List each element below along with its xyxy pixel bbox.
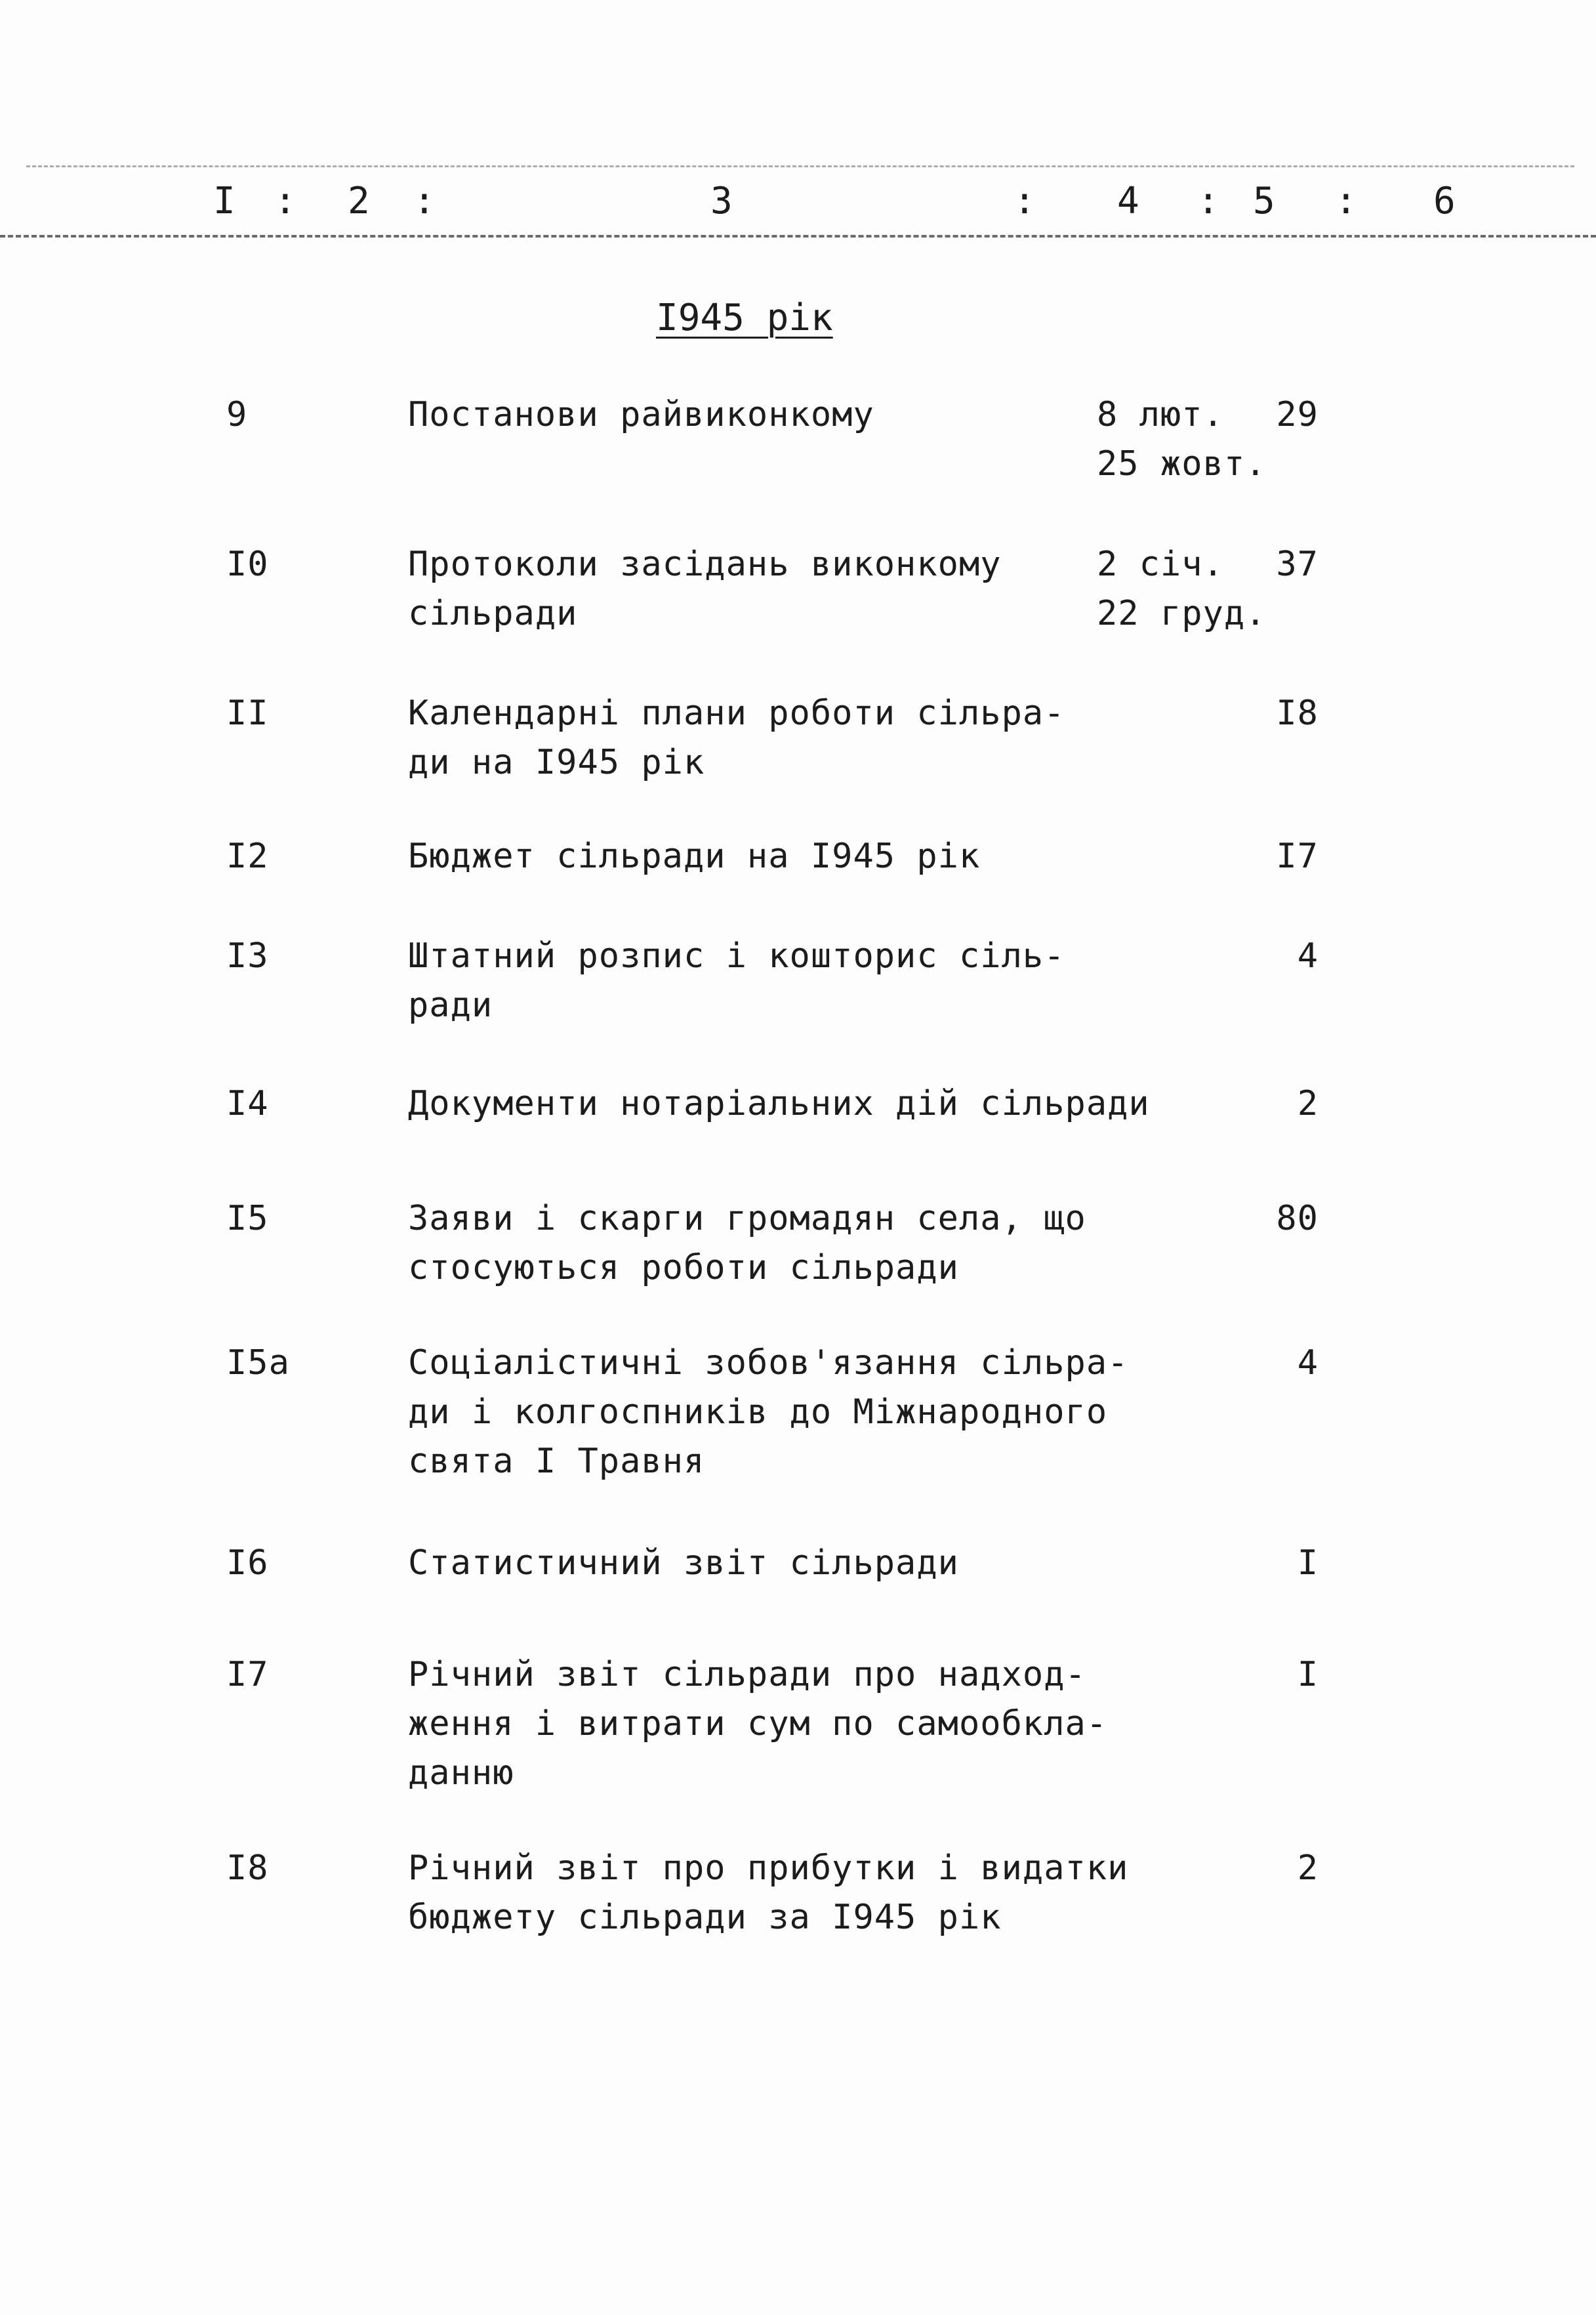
entry-number: I6 — [226, 1543, 269, 1583]
entry-number: I5 — [226, 1199, 269, 1238]
entry-sheet-count: 2 — [1297, 1848, 1319, 1888]
entry-sheet-count: 80 — [1276, 1199, 1319, 1238]
entry-title-line: Річний звіт про прибутки і видатки — [408, 1848, 1129, 1888]
entry-number: I3 — [226, 936, 269, 976]
entry-date-line: 2 січ. — [1097, 545, 1224, 584]
entry-sheet-count: 2 — [1297, 1084, 1319, 1123]
column-separator: : — [1197, 180, 1219, 222]
entry-date-line: 25 жовт. — [1097, 444, 1267, 484]
entry-number: I4 — [226, 1084, 269, 1123]
entry-number: I2 — [226, 837, 269, 876]
column-header-1: I — [213, 180, 235, 222]
column-separator: : — [1013, 180, 1036, 222]
entry-title-line: Заяви і скарги громадян села, що — [408, 1199, 1086, 1238]
column-separator: : — [274, 180, 297, 222]
entry-dates — [1097, 390, 1266, 489]
entry-date-line: 22 груд. — [1097, 594, 1267, 633]
entry-title — [408, 1844, 1128, 1942]
entry-number: I8 — [226, 1848, 269, 1888]
entry-sheet-count: 29 — [1276, 395, 1319, 434]
entry-number: 9 — [226, 395, 248, 434]
entry-sheet-count: I — [1297, 1655, 1319, 1694]
entry-title-line: Штатний розпис і кошторис сіль- — [408, 936, 1065, 976]
entry-title-line: Календарні плани роботи сільра- — [408, 694, 1065, 733]
column-separator: : — [413, 180, 436, 222]
entry-title — [408, 1539, 959, 1588]
entry-sheet-count: 4 — [1297, 1343, 1319, 1383]
column-header-6: 6 — [1433, 180, 1456, 222]
entry-title-line: Річний звіт сільради про надход- — [408, 1655, 1086, 1694]
column-header-4: 4 — [1117, 180, 1139, 222]
year-heading: I945 рік — [656, 297, 833, 339]
column-header-3: 3 — [710, 180, 733, 222]
entry-title — [408, 932, 1065, 1030]
entry-sheet-count: I7 — [1276, 837, 1319, 876]
entry-title-line: ження і витрати сум по самообкла- — [408, 1704, 1108, 1743]
entry-number: I5а — [226, 1343, 290, 1383]
entry-number: I0 — [226, 545, 269, 584]
entry-title-line: ди на I945 рік — [408, 743, 705, 782]
entry-title — [408, 1650, 1107, 1798]
entry-title-line: Документи нотаріальних дій сільради — [408, 1084, 1150, 1123]
entry-dates — [1097, 540, 1266, 638]
entry-title-line: сільради — [408, 594, 578, 633]
entry-title-line: Постанови райвиконкому — [408, 395, 874, 434]
entry-title — [408, 832, 980, 881]
entry-title-line: данню — [408, 1753, 514, 1793]
entry-title-line: Соціалістичні зобов'язання сільра- — [408, 1343, 1129, 1383]
entry-number: I7 — [226, 1655, 269, 1694]
entry-title — [408, 689, 1065, 787]
entry-title — [408, 390, 874, 440]
entry-title-line: бюджету сільради за I945 рік — [408, 1898, 1002, 1937]
column-header-2: 2 — [348, 180, 370, 222]
entry-title-line: Статистичний звіт сільради — [408, 1543, 959, 1583]
entry-title-line: стосуються роботи сільради — [408, 1248, 959, 1287]
entry-sheet-count: I — [1297, 1543, 1319, 1583]
entry-date-line: 8 лют. — [1097, 395, 1224, 434]
entry-title-line: ди і колгоспників до Міжнародного — [408, 1392, 1108, 1432]
entry-title-line: свята I Травня — [408, 1442, 705, 1481]
entry-sheet-count: 4 — [1297, 936, 1319, 976]
entry-title-line: ради — [408, 986, 493, 1025]
entry-title — [408, 1079, 1150, 1129]
entry-title-line: Протоколи засідань виконкому — [408, 545, 1002, 584]
entry-title-line: Бюджет сільради на I945 рік — [408, 837, 981, 876]
column-separator: : — [1335, 180, 1357, 222]
entry-title — [408, 540, 1002, 638]
entry-number: II — [226, 694, 269, 733]
entry-title — [408, 1194, 1086, 1293]
entry-sheet-count: 37 — [1276, 545, 1319, 584]
column-header-5: 5 — [1253, 180, 1275, 222]
entry-title — [408, 1339, 1128, 1486]
entry-sheet-count: I8 — [1276, 694, 1319, 733]
